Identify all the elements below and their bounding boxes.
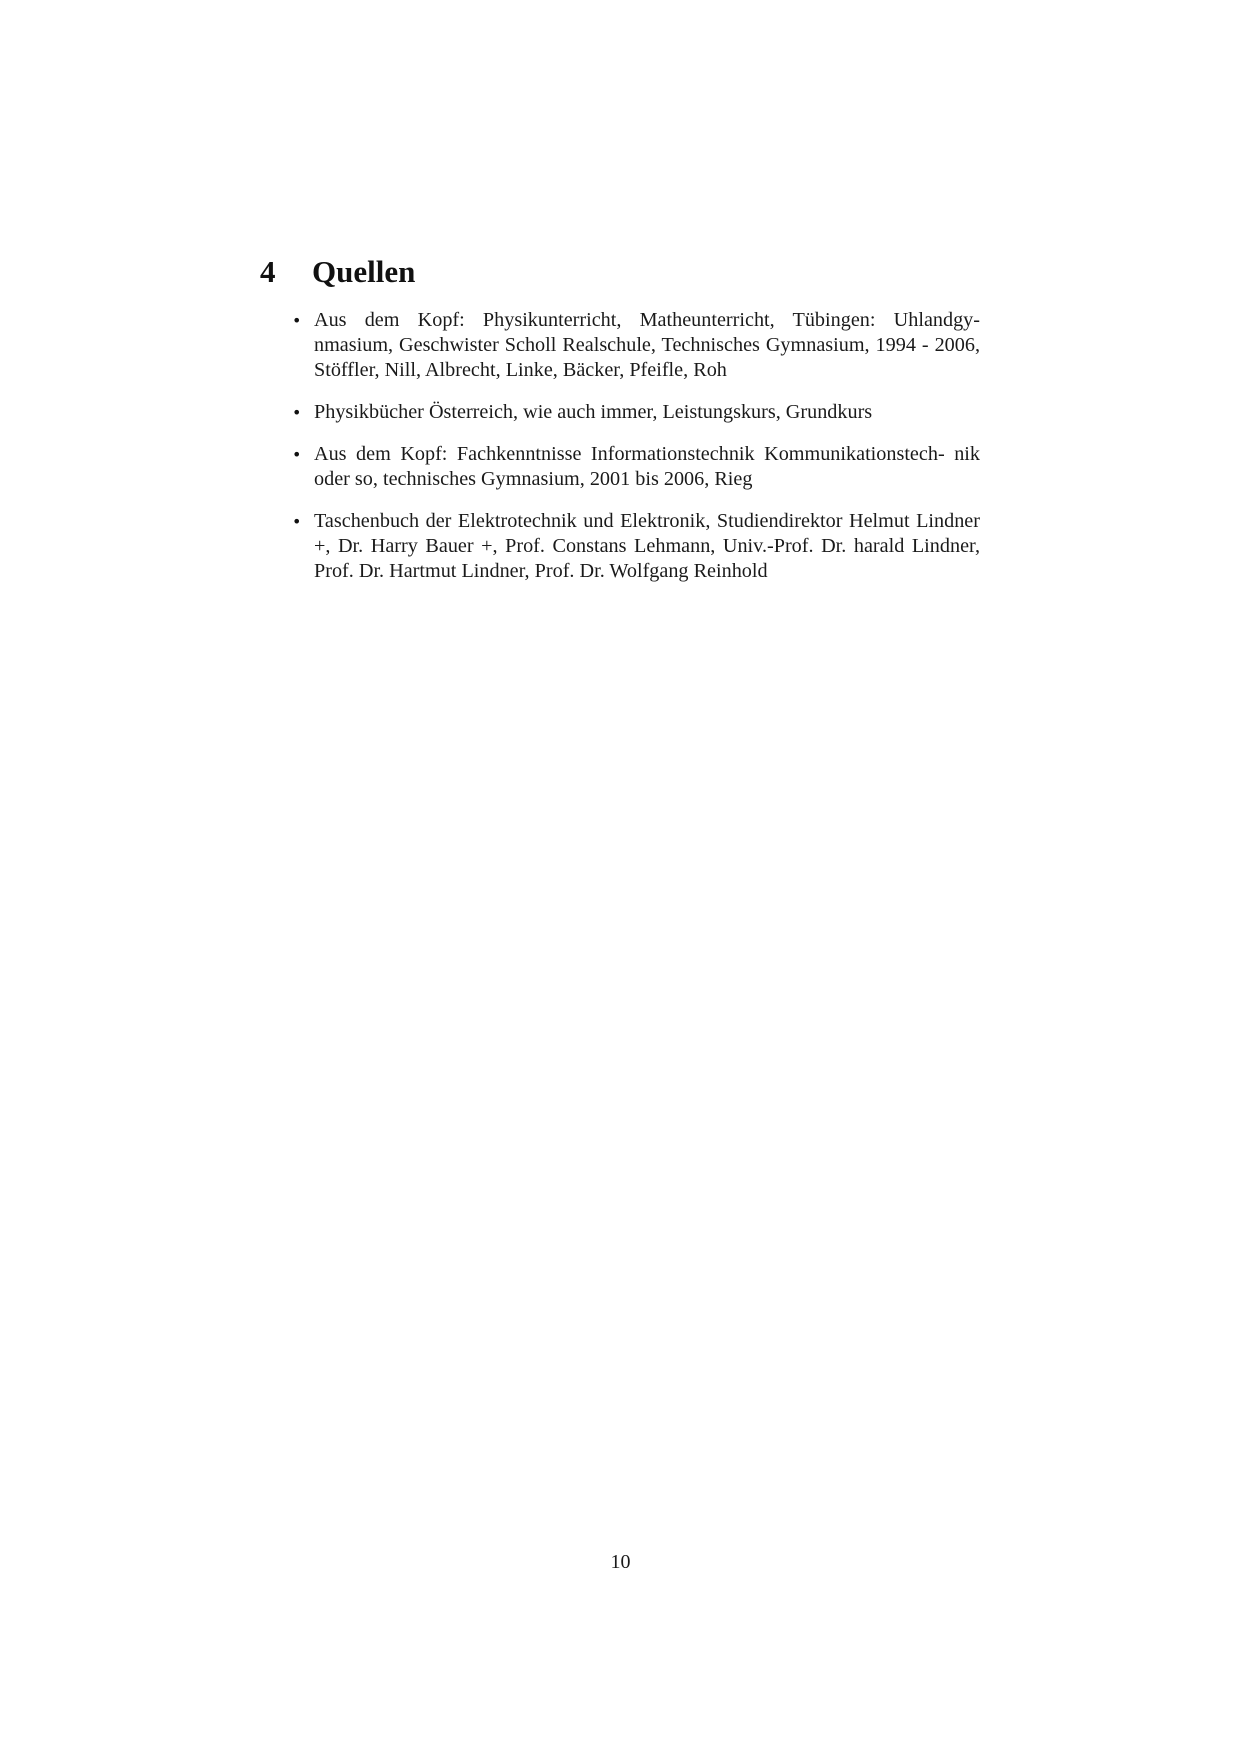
source-text: Aus dem Kopf: Fachkenntnisse Informationstechnik Kommunikationstech- nik oder so, technisches Gymnasium, 2001 bis 2006, Rieg bbox=[314, 443, 980, 490]
sources-list bbox=[290, 308, 980, 601]
page-number: 10 bbox=[610, 1551, 631, 1573]
bullet-icon: • bbox=[292, 512, 302, 531]
list-item bbox=[290, 400, 980, 425]
source-text: Taschenbuch der Elektrotechnik und Elektronik, Studiendirektor Helmut Lindner +, Dr. Harry Bauer +, Prof. Constans Lehmann, Univ.-Prof. Dr. harald Lindner, Prof. Dr. Hartmut Lindner, Prof. Dr. Wolfgang Reinhold bbox=[314, 510, 980, 582]
bullet-icon: • bbox=[292, 311, 302, 330]
source-text: Physikbücher Österreich, wie auch immer, Leistungskurs, Grundkurs bbox=[314, 401, 873, 423]
source-text: Aus dem Kopf: Physikunterricht, Matheunterricht, Tübingen: Uhlandgy- nmasium, Geschwister Scholl Realschule, Technisches Gymnasium, 1994 - 2006, Stöffler, Nill, Albrecht, Linke, Bäcker, Pfeifle, Roh bbox=[314, 309, 980, 381]
list-item bbox=[290, 308, 980, 383]
section-heading bbox=[260, 252, 415, 292]
bullet-icon: • bbox=[292, 445, 302, 464]
bullet-icon: • bbox=[292, 403, 302, 422]
section-number: 4 bbox=[260, 254, 276, 289]
list-item bbox=[290, 442, 980, 492]
list-item bbox=[290, 509, 980, 584]
section-title: Quellen bbox=[312, 254, 416, 289]
